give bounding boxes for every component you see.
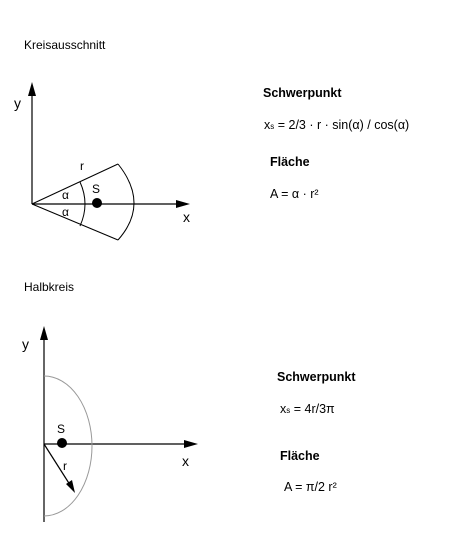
sector-x-axis-arrow-icon xyxy=(176,200,190,208)
sector-centroid-formula-rhs: = 2/3 · r · sin(α) / cos(α) xyxy=(274,118,410,132)
sector-centroid-label: S xyxy=(92,182,101,196)
semicircle-radius-label: r xyxy=(63,459,67,473)
semicircle-y-axis-arrow-icon xyxy=(40,326,48,340)
semicircle-centroid-label: S xyxy=(57,422,66,436)
sector-upper-radius-line xyxy=(32,164,118,204)
sector-x-axis-label: x xyxy=(183,209,190,225)
sector-diagram xyxy=(14,82,190,240)
semicircle-centroid-dot xyxy=(57,438,67,448)
semicircle-area-heading: Fläche xyxy=(280,449,320,463)
semicircle-radius-arrow-icon xyxy=(66,480,75,493)
sector-section-title: Kreisausschnitt xyxy=(24,38,106,52)
semicircle-area-formula: A = π/2 r² xyxy=(284,480,337,494)
sector-radius-label: r xyxy=(80,159,84,173)
sector-area-heading: Fläche xyxy=(270,155,310,169)
sector-y-axis-label: y xyxy=(14,95,21,111)
sector-area-formula: A = α · r² xyxy=(270,187,319,201)
semicircle-section-title: Halbkreis xyxy=(24,280,75,294)
semicircle-x-axis-label: x xyxy=(182,453,189,469)
sector-angle-lower-label: α xyxy=(62,205,69,219)
sector-lower-radius-line xyxy=(32,204,118,240)
semicircle-diagram xyxy=(22,326,198,522)
sector-centroid-dot xyxy=(92,198,102,208)
sector-outer-arc xyxy=(118,164,134,240)
semicircle-centroid-formula-lhs: x xyxy=(280,402,287,416)
sector-angle-upper-label: α xyxy=(62,188,69,202)
semicircle-arc xyxy=(44,376,92,516)
sector-centroid-formula-lhs: x xyxy=(264,118,271,132)
sector-centroid-formula xyxy=(264,118,409,132)
semicircle-radius-line xyxy=(44,444,72,488)
sector-centroid-heading: Schwerpunkt xyxy=(263,86,342,100)
semicircle-y-axis-label: y xyxy=(22,336,29,352)
semicircle-x-axis-arrow-icon xyxy=(184,440,198,448)
semicircle-centroid-heading: Schwerpunkt xyxy=(277,370,356,384)
semicircle-centroid-formula-rhs: = 4r/3π xyxy=(290,402,335,416)
semicircle-centroid-formula-sub: s xyxy=(286,406,291,415)
semicircle-centroid-formula xyxy=(280,402,335,416)
sector-centroid-formula-sub: s xyxy=(270,122,275,131)
sector-y-axis-arrow-icon xyxy=(28,82,36,96)
